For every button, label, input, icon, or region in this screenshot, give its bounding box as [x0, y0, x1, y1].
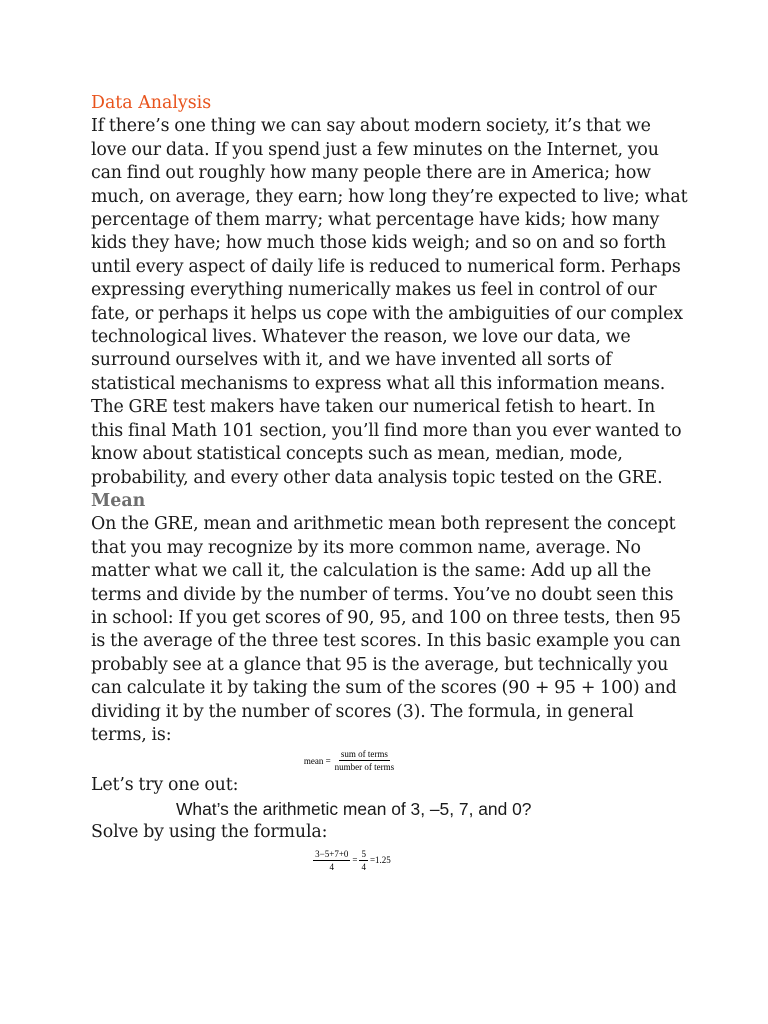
solution-equals: =	[352, 855, 358, 866]
intro-paragraph-1: If there’s one thing we can say about modern society, it’s that we love our data. If you spend just a few minutes on the Internet, you can find out roughly how many people there are in America; how much, on average, they earn; how long they’re expected to live; what percentage of them marry; what percentage have kids; how many kids they have; how much those kids weigh; and so on and so forth until every aspect of daily life is reduced to numerical form. Perhaps expressing everything numerically makes us feel in control of our fate, or perhaps it helps us cope with the ambiguities of our complex technological lives. Whatever the reason, we love our data, we surround ourselves with it, and we have invented all sorts of statistical mechanisms to express what all this information means.	[91, 116, 688, 394]
intro-paragraph-2: The GRE test makers have taken our numerical fetish to heart. In this final Math 101 section, you’ll find more than you ever wanted to know about statistical concepts such as mean, median, mode, probability, and every other data analysis topic tested on the GRE.	[91, 397, 682, 488]
mean-formula	[91, 749, 691, 772]
formula-fraction	[333, 749, 396, 772]
solution-fraction-2	[359, 849, 368, 872]
solution-denominator-1: 4	[329, 861, 335, 872]
formula-numerator: sum of terms	[340, 749, 388, 760]
solve-line: Solve by using the formula:	[91, 822, 328, 843]
try-line: Let’s try one out:	[91, 775, 239, 796]
solution-fraction-1	[313, 849, 350, 872]
solution-formula	[91, 849, 691, 872]
solution-numerator-1: 3−5+7+0	[315, 848, 349, 859]
formula-lhs: mean =	[303, 755, 331, 766]
mean-paragraph: On the GRE, mean and arithmetic mean both represent the concept that you may recognize by its more common name, average. No matter what we call it, the calculation is the same: Add up all the terms and divide by the number of terms. You’ve no doubt seen this in school: If you get scores of 90, 95, and 100 on three tests, then 95 is the average of the three test scores. In this basic example you can probably see at a glance that 95 is the average, but technically you can calculate it by taking the sum of the scores (90 + 95 + 100) and dividing it by the number of scores (3). The formula, in general terms, is:	[91, 514, 681, 745]
mean-heading: Mean	[91, 490, 146, 511]
solution-numerator-2: 5	[361, 848, 366, 859]
formula-denominator: number of terms	[334, 762, 395, 773]
document-page	[91, 92, 691, 872]
solution-result: =1.25	[369, 855, 391, 866]
solution-denominator-2: 4	[361, 861, 366, 872]
section-heading: Data Analysis	[91, 93, 212, 113]
example-question: What’s the arithmetic mean of 3, –5, 7, and 0?	[176, 798, 532, 819]
